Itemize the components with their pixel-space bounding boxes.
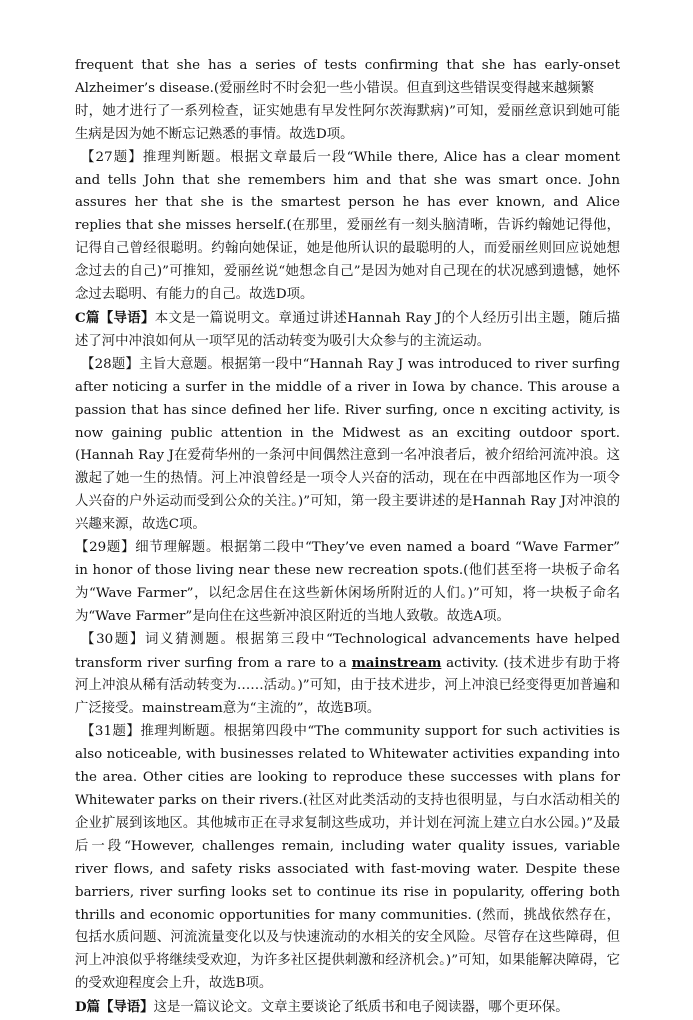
passage-c-intro [75,307,620,354]
passage-d-heading: D篇【导语】 [75,999,154,1016]
passage-d-intro-text: 这是一篇议论文。文章主要谈论了纸质书和电子阅读器，哪个更环保。 [153,1000,569,1016]
answer-30-part1: 【30题】词义猜测题。根据第三段中“Technological advancements have helped transform river surfing from a rare to a [75,631,620,671]
passage-c-intro-text: 本文是一篇说明文。章通过讲述Hannah Ray J的个人经历引出主题，随后描述了河中冲浪如何从一项罕见的活动转变为吸引大众参与的主流运动。 [75,310,620,349]
document-body [75,55,620,1020]
answer-31: 【31题】推理判断题。根据第四段中“The community support for such activities is also noticeable, with businesses related to Whitewater activities expanding into the area. Other cities are looking to reproduce these successes with plans for Whitewater parks on their rivers.(社区对此类活动的支持也很明显，与白水活动相关的企业扩展到该地区。其他城市正在寻求复制这些成功，并计划在河流上建立白水公园。)”及最后一段“However, challenges remain, including water quality issues, variable river flows, and safety risks associated with fast-moving water. Despite these barriers, river surfing looks set to continue its rise in popularity, offering both thrills and economic opportunities for many communities. (然而，挑战依然存在，包括水质问题、河流流量变化以及与快速流动的水相关的安全风险。尽管存在这些障碍，但河上冲浪似乎将继续受欢迎，为许多社区提供刺激和经济机会。)”可知，如果能解决障碍，它的受欢迎程度会上升，故选B项。 [75,724,620,992]
answer-30 [75,629,620,722]
passage-c-heading: C篇【导语】 [75,309,155,326]
answer-27: 【27题】推理判断题。根据文章最后一段“While there, Alice has a clear moment and tells John that she remembers him and that she was smart once. John assures her that she is the smartest person he has ever known, and Alice replies that she misses herself.(在那里，爱丽丝有一刻头脑清晰，告诉约翰她记得他，记得自己曾经很聪明。约翰向她保证，她是他所认识的最聪明的人，而爱丽丝则回应说她想念过去的自己)”可推知，爱丽丝说“她想念自己”是因为她对自己现在的状况感到遗憾，她怀念过去聪明、有能力的自己。故选D项。 [75,149,620,303]
passage-d-intro [75,996,620,1020]
paragraph-continuation-2: 时，她才进行了一系列检查，证实她患有早发性阿尔茨海默病)”可知，爱丽丝意识到她可能生病是因为她不断忘记熟悉的事情。故选D项。 [75,103,620,142]
paragraph-continuation: frequent that she has a series of tests confirming that she has early-onset Alzheimer’s disease.(爱丽丝时不时会犯一些小错误。但直到这些错误变得越来越频繁 [75,58,620,96]
answer-29: 【29题】细节理解题。根据第二段中“They’ve even named a board “Wave Farmer” in honor of those living near these new recreation spots.(他们甚至将一块板子命名为“Wave Farmer”，以纪念居住在这些新休闲场所附近的人们。)”可知，将一块板子命名为“Wave Farmer”是向住在这些新冲浪区附近的当地人致敬。故选A项。 [75,540,620,624]
answer-28: 【28题】主旨大意题。根据第一段中“Hannah Ray J was introduced to river surfing after noticing a surfer in the middle of a river in Iowa by chance. This arouse a passion that has since defined her life. River surfing, once n exciting activity, is now gaining public attention in the Midwest as an exciting outdoor sport.(Hannah Ray J在爱荷华州的一条河中间偶然注意到一名冲浪者后，被介绍给河流冲浪。这激起了她一生的热情。河上冲浪曾经是一项令人兴奋的活动，现在在中西部地区作为一项令人兴奋的户外运动而受到公众的关注。)”可知，第一段主要讲述的是Hannah Ray J对冲浪的兴趣来源，故选C项。 [75,356,620,533]
keyword-mainstream: mainstream [351,654,442,671]
answer-30-part2: activity. (技术进步有助于将河上冲浪从稀有活动转变为……活动。)”可知，由于技术进步，河上冲浪已经变得更加普遍和广泛接受。mainstream意为“主流的”，故选B项。 [75,655,621,717]
